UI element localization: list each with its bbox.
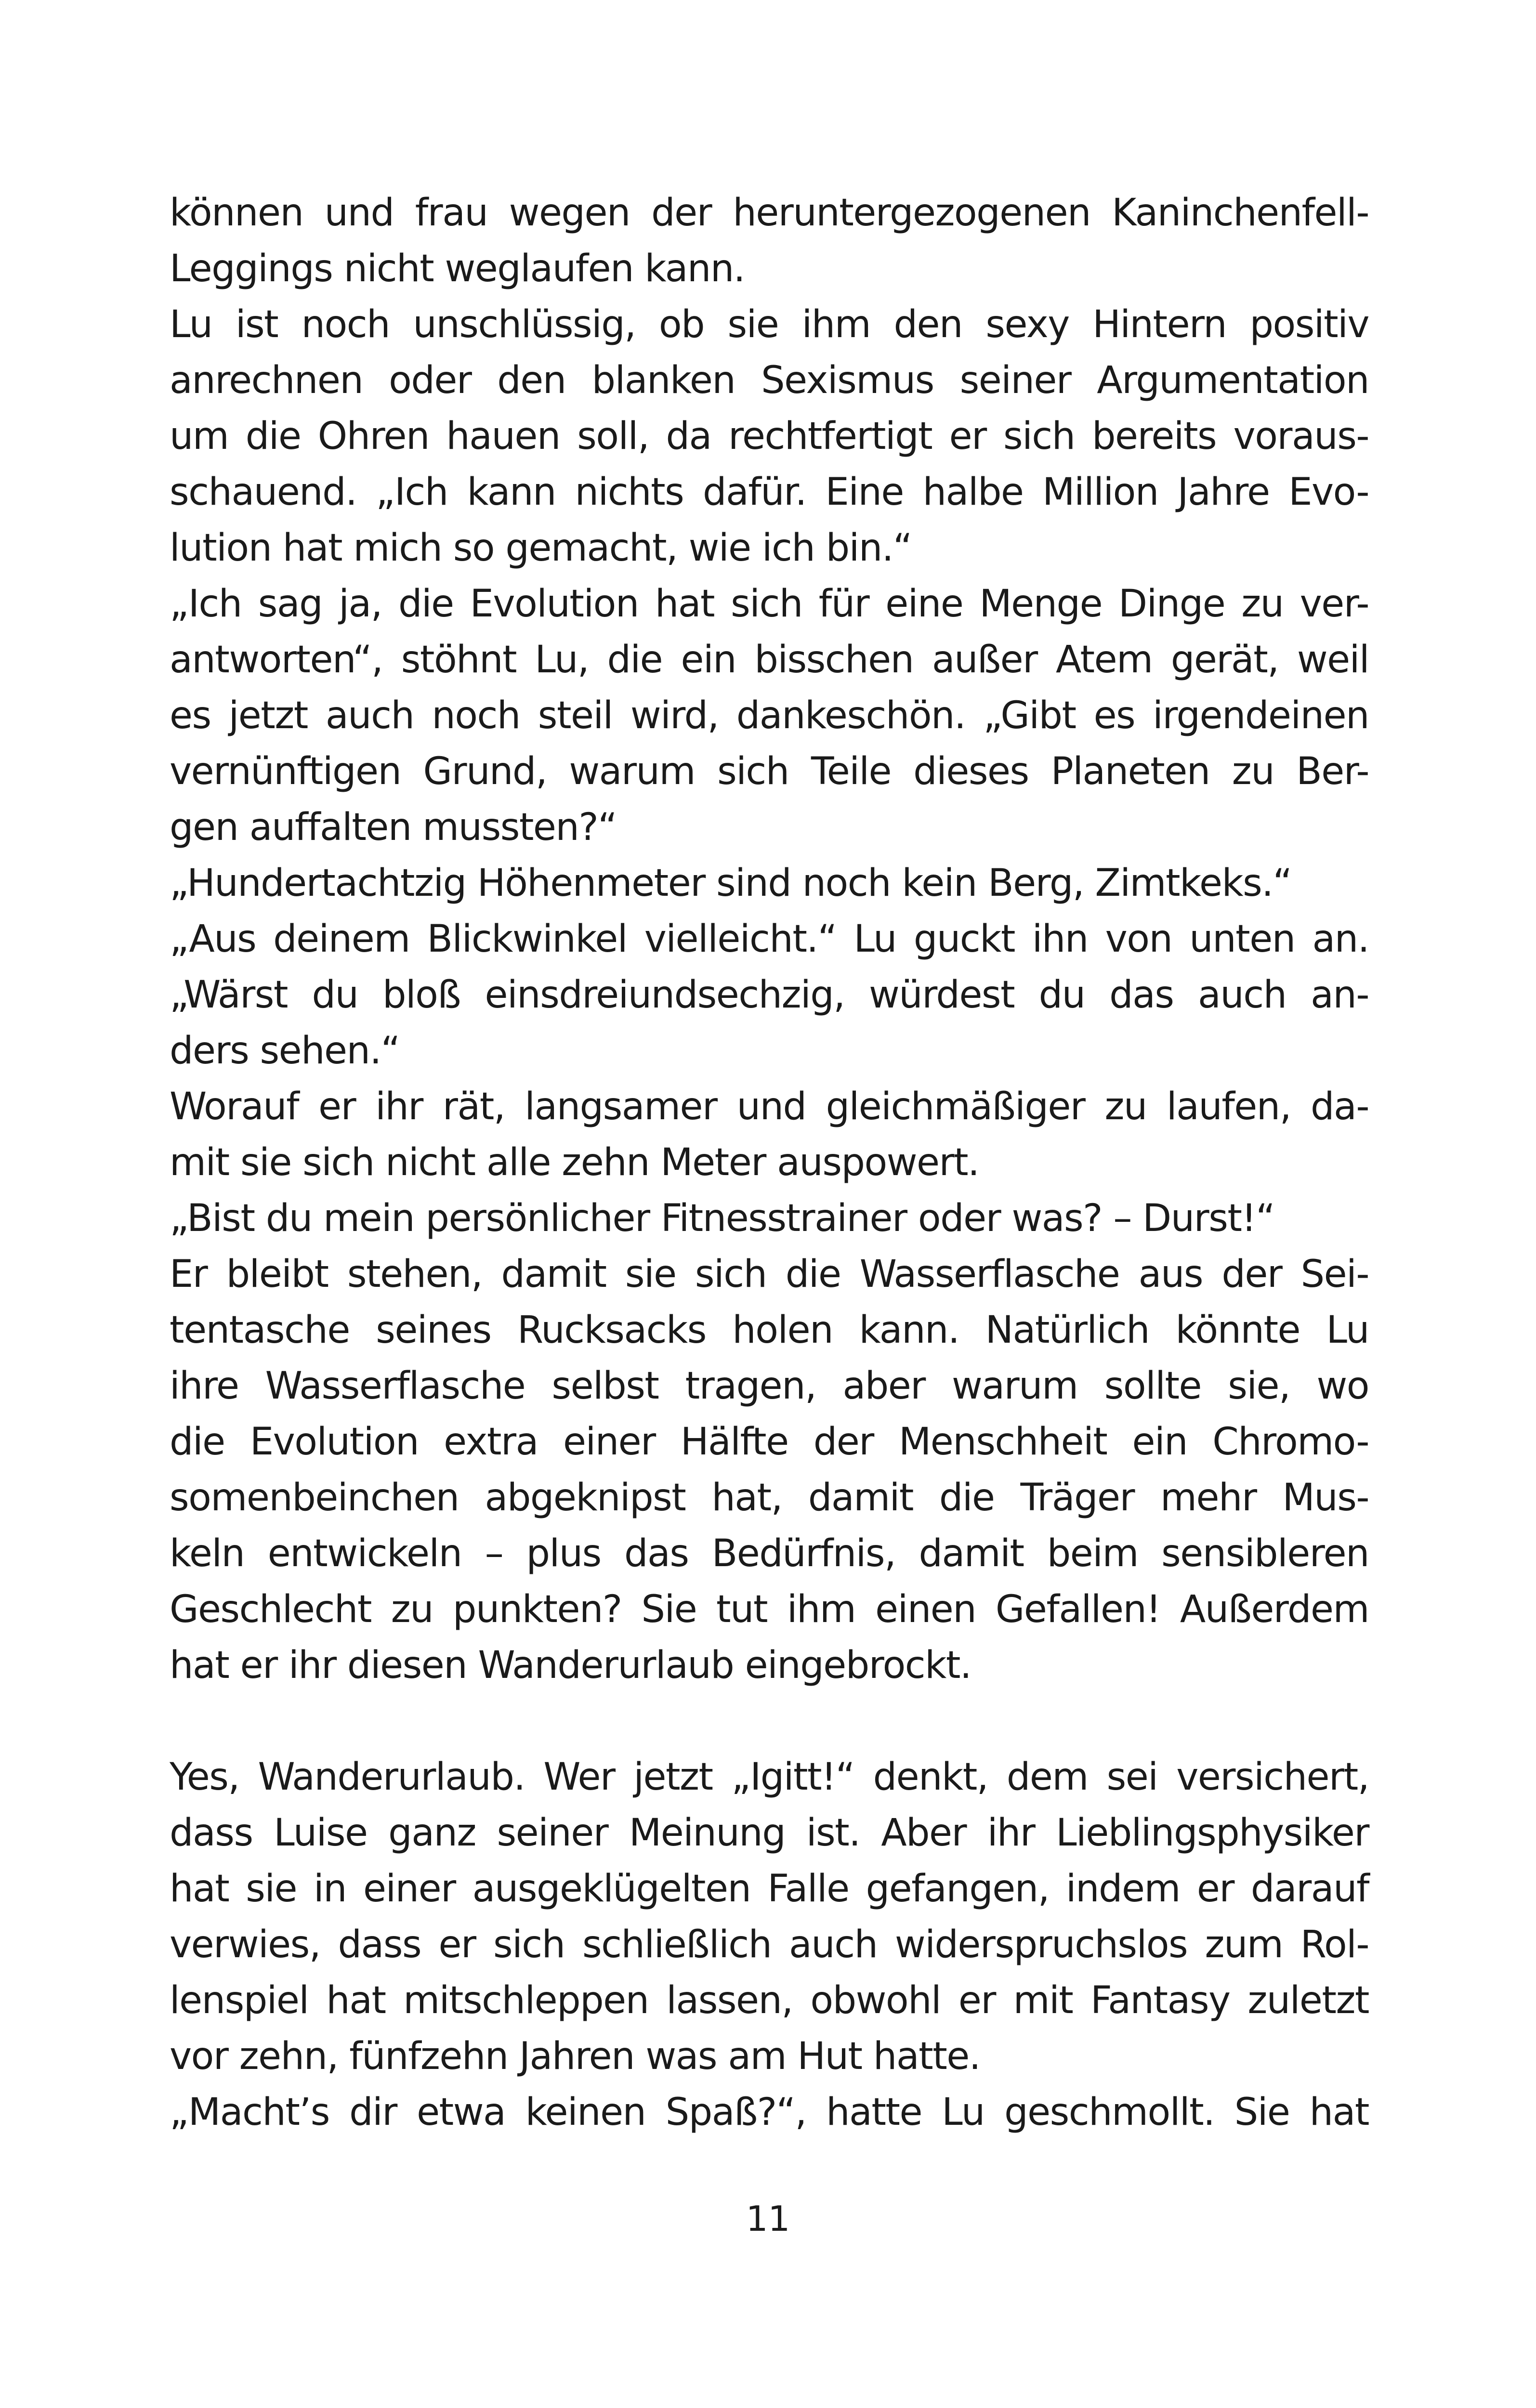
text-line: Geschlecht zu punkten? Sie tut ihm einen Gefallen! Außerdem [170, 1588, 1369, 1631]
text-line: „Macht’s dir etwa keinen Spaß?“, hatte Lu geschmollt. Sie hat [170, 2091, 1369, 2134]
text-line: schauend. „Ich kann nichts dafür. Eine halbe Million Jahre Evo- [170, 471, 1369, 514]
text-line: lenspiel hat mitschleppen lassen, obwohl er mit Fantasy zuletzt [170, 1979, 1369, 2022]
text-line: „Aus deinem Blickwinkel vielleicht.“ Lu guckt ihn von unten an. [170, 917, 1369, 961]
text-line: um die Ohren hauen soll, da rechtfertigt er sich bereits voraus- [170, 415, 1369, 458]
text-line: „Bist du mein persönlicher Fitnesstrainer oder was? – Durst!“ [170, 1197, 1275, 1240]
text-line: anrechnen oder den blanken Sexismus seiner Argumentation [170, 359, 1369, 402]
page-number: 11 [746, 2199, 790, 2239]
text-line: verwies, dass er sich schließlich auch widerspruchslos zum Rol- [170, 1923, 1369, 1966]
text-line: somenbeinchen abgeknipst hat, damit die Träger mehr Mus- [170, 1476, 1369, 1519]
text-line: können und frau wegen der heruntergezogenen Kaninchenfell- [170, 191, 1369, 235]
text-line: keln entwickeln – plus das Bedürfnis, damit beim sensibleren [170, 1532, 1369, 1575]
text-line: hat er ihr diesen Wanderurlaub eingebrockt. [170, 1644, 971, 1687]
text-line: Leggings nicht weglaufen kann. [170, 247, 745, 290]
text-line: „Ich sag ja, die Evolution hat sich für eine Menge Dinge zu ver- [170, 582, 1369, 626]
text-line: vor zehn, fünfzehn Jahren was am Hut hatte. [170, 2035, 981, 2078]
text-line: ders sehen.“ [170, 1029, 400, 1073]
text-line: mit sie sich nicht alle zehn Meter auspowert. [170, 1141, 979, 1184]
text-line: lution hat mich so gemacht, wie ich bin.“ [170, 526, 912, 570]
text-line: gen auffalten mussten?“ [170, 806, 617, 849]
text-line: dass Luise ganz seiner Meinung ist. Aber ihr Lieblingsphysiker [170, 1811, 1369, 1855]
text-line: Lu ist noch unschlüssig, ob sie ihm den sexy Hintern positiv [170, 303, 1369, 346]
text-line: Worauf er ihr rät, langsamer und gleichmäßiger zu laufen, da- [170, 1085, 1369, 1128]
text-line: „Hundertachtzig Höhenmeter sind noch kein Berg, Zimtkeks.“ [170, 862, 1292, 905]
text-line: ihre Wasserflasche selbst tragen, aber warum sollte sie, wo [170, 1364, 1369, 1408]
text-line: hat sie in einer ausgeklügelten Falle gefangen, indem er darauf [170, 1867, 1369, 1911]
text-line: „Wärst du bloß einsdreiundsechzig, würdest du das auch an- [170, 973, 1369, 1017]
text-line: Er bleibt stehen, damit sie sich die Wasserflasche aus der Sei- [170, 1253, 1369, 1296]
text-line: vernünftigen Grund, warum sich Teile dieses Planeten zu Ber- [170, 750, 1369, 793]
text-line: antworten“, stöhnt Lu, die ein bisschen außer Atem gerät, weil [170, 638, 1369, 681]
text-line: die Evolution extra einer Hälfte der Menschheit ein Chromo- [170, 1420, 1369, 1464]
text-line: es jetzt auch noch steil wird, dankeschön. „Gibt es irgendeinen [170, 694, 1369, 737]
text-line: Yes, Wanderurlaub. Wer jetzt „Igitt!“ denkt, dem sei versichert, [170, 1755, 1369, 1799]
text-line: tentasche seines Rucksacks holen kann. Natürlich könnte Lu [170, 1309, 1369, 1352]
